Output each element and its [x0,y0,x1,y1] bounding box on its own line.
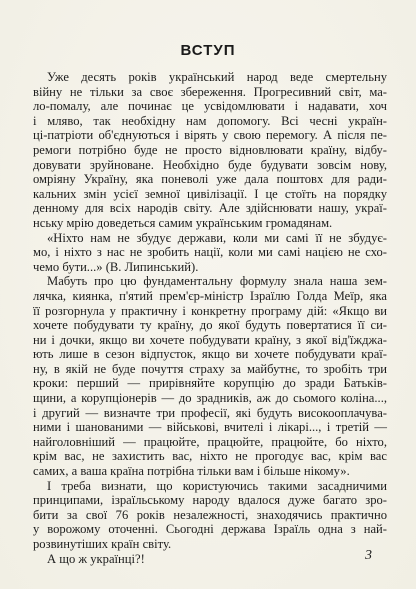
text-line: омріяну Україну, яка поневолі уже дала поштовх для ради- [33,172,387,187]
text-line: щини, а корупціонерів — до зрадників, аж до сьомого коліна..., [33,391,387,406]
text-line: кальних змін усієї земної цивілізації. І це стоїть на порядку [33,186,387,201]
text-line: ремоги потрібно буде не просто відновлювати країну, відбу- [33,142,387,157]
text-line: і другий — визначте три професії, які будуть високооплачува- [33,405,387,420]
text-line: «Ніхто нам не збудує держави, коли ми самі її не збудує- [47,230,387,245]
text-line: крім вас, не захистить вас, ніхто не прогодує вас, крім вас [33,449,387,464]
page-number: 3 [365,548,372,563]
text-line: ни і дочки, якщо ви хочете побудувати країну, з якої від'їжджа- [33,332,387,347]
text-line: Мабуть про цю фундаментальну формулу знала наша зем- [47,274,387,289]
text-line: і мляво, так необхідну нам допомогу. Всі чесні україн- [33,113,387,128]
text-line: І треба визнати, що користуючись такими засадничими [47,478,387,493]
text-line: кроки: перший — прирівняйте корупцію до зради Батьків- [33,376,387,391]
text-line: її розгорнула у практичну і конкретну програму дій: «Якщо ви [33,303,387,318]
text-line: ці-патріоти об'єднуються і вірять у свою перемогу. А після пе- [33,128,387,143]
text-line: ло-помалу, але починає це усвідомлювати і надавати, хоч [33,99,387,114]
text-line: ну, в якій не буде почуття страху за майбутнє, то зробіть три [33,361,387,376]
text-line: війну не тільки за своє збереження. Прогресивний світ, ма- [33,84,387,99]
text-line: довувати зруйноване. Необхідно буде будувати зовсім нову, [33,157,387,172]
text-line: А що ж українці?! [47,551,145,566]
body-text [33,70,387,566]
text-line: нську мрію доведеться самим українським громадянам. [33,215,333,230]
text-line: самих, а ваша країна потрібна тільки вам і більше нікому». [33,464,350,479]
text-line: мо, і ніхто з нас не зробить нації, коли ми самі нацією не схо- [33,245,387,260]
text-line: принципами, ізраїльському народу вдалося дуже багато зро- [33,493,387,508]
text-line: ними і шанованими — військові, вчителі і лікарі..., і третій — [33,420,387,435]
text-line: лячка, киянка, п'ятий прем'єр-міністр Ізраїлю Голда Меїр, яка [33,288,387,303]
text-line: у ворожому оточенні. Сьогодні держава Ізраїль одна з най- [33,522,387,537]
text-line: чемо бути...» (В. Липинський). [33,259,199,274]
page-title: ВСТУП [180,42,236,59]
text-line: найголовніший — працюйте, працюйте, працюйте, бо ніхто, [33,434,387,449]
text-line: ють лише в сезон відпусток, якщо ви хочете побудувати краї- [33,347,387,362]
text-line: Уже десять років український народ веде смертельну [47,70,387,84]
text-line: розвинутіших країн світу. [33,537,172,551]
text-line: бити за свої 76 років незалежності, знаходячись практично [33,507,387,522]
text-line: хочете побудувати ту країну, до якої будуть повертатися її си- [33,318,387,333]
text-line: денному для всіх народів світу. Але здійснювати нашу, украї- [33,201,387,216]
